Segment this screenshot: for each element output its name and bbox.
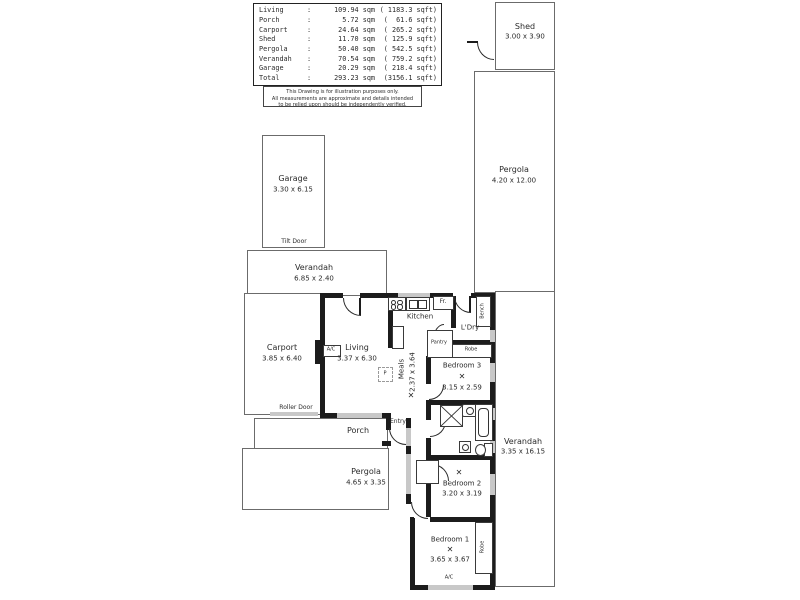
legend-row bbox=[254, 65, 441, 72]
legend-name: Carport bbox=[259, 25, 288, 34]
meals-dim-marker: ✕ bbox=[407, 391, 415, 400]
meals-dims: 2.37 x 3.64 bbox=[408, 352, 417, 392]
robe-bed3-label: Robe bbox=[464, 346, 478, 353]
bedroom3-dim-marker: ✕ bbox=[458, 372, 466, 381]
fridge-label: Fr. bbox=[439, 298, 447, 305]
kitchen-counter bbox=[392, 326, 404, 349]
wall-segment bbox=[382, 441, 391, 446]
verandah-top-dims: 6.85 x 2.40 bbox=[294, 274, 334, 283]
ldry-door-leaf bbox=[469, 296, 471, 312]
garage-label: Garage bbox=[278, 174, 308, 183]
legend-imperial: ( 542.5 sqft) bbox=[383, 44, 437, 53]
entry-label: Entry bbox=[390, 418, 406, 425]
legend-metric: 70.54 sqm bbox=[338, 54, 375, 63]
basin-bowl bbox=[466, 407, 474, 415]
legend-metric: 24.64 sqm bbox=[338, 25, 375, 34]
porch-label: Porch bbox=[346, 426, 370, 435]
shower bbox=[440, 405, 463, 427]
wall-segment bbox=[406, 446, 411, 454]
shed-dims: 3.00 x 3.90 bbox=[505, 32, 545, 41]
bedroom2-label: Bedroom 2 bbox=[442, 479, 482, 488]
verandah-top-room bbox=[247, 250, 387, 296]
bedroom3-label: Bedroom 3 bbox=[442, 361, 482, 370]
bathtub-inner bbox=[478, 408, 489, 437]
ac-unit bbox=[315, 340, 322, 364]
living-door-leaf bbox=[359, 298, 361, 315]
disclaimer-line: to be relied upon should be independently verified. bbox=[278, 102, 407, 108]
stove-burner bbox=[397, 304, 403, 310]
wc-cabinet-dial bbox=[462, 444, 469, 451]
carport-label: Carport bbox=[266, 343, 298, 352]
disclaimer-line: This Drawing is for illustration purposes only. bbox=[286, 89, 399, 95]
wall-segment bbox=[426, 356, 431, 384]
legend-name: Pergola bbox=[259, 44, 288, 53]
disclaimer-line: All measurements are approximate and details intended bbox=[271, 95, 414, 102]
legend-name: Shed bbox=[259, 35, 276, 44]
pergola-mid-label: Pergola bbox=[351, 467, 381, 476]
pergola-right-label: Pergola bbox=[499, 165, 529, 174]
ac-bottom-unit bbox=[437, 585, 463, 590]
bench-label: Bench bbox=[479, 303, 486, 319]
stove bbox=[388, 297, 406, 311]
window bbox=[490, 330, 495, 342]
roller-door-bar bbox=[270, 412, 318, 416]
ac-bottom-label: A/C bbox=[444, 574, 454, 581]
bedroom2-dims: 3.20 x 3.19 bbox=[442, 489, 482, 498]
roller-door-label: Roller Door bbox=[279, 404, 313, 411]
ldry-label: L'Dry bbox=[460, 323, 480, 332]
wall-segment bbox=[410, 517, 414, 522]
kitchen-sink bbox=[406, 297, 430, 311]
legend-row bbox=[254, 27, 441, 34]
living-label: Living bbox=[345, 343, 369, 352]
legend-imperial: ( 1183.3 sqft) bbox=[379, 6, 437, 15]
legend-metric: 109.94 sqm bbox=[334, 6, 375, 15]
legend-imperial: ( 759.2 sqft) bbox=[383, 54, 437, 63]
legend-imperial: ( 61.6 sqft) bbox=[383, 16, 437, 25]
legend-imperial: ( 218.4 sqft) bbox=[383, 64, 437, 73]
wall-segment bbox=[426, 405, 431, 420]
robe-bed1-label: Robe bbox=[479, 540, 486, 554]
window bbox=[406, 428, 411, 446]
sink-basin bbox=[409, 300, 418, 309]
legend-row bbox=[254, 46, 441, 53]
window bbox=[337, 413, 382, 418]
post-label: P bbox=[383, 370, 387, 377]
legend-row bbox=[254, 56, 441, 63]
legend-colon: : bbox=[307, 73, 312, 82]
wall-segment bbox=[473, 585, 495, 590]
wall-segment bbox=[320, 413, 337, 418]
shed-door-leaf bbox=[467, 41, 478, 43]
wc-cabinet bbox=[459, 441, 471, 453]
legend-colon: : bbox=[307, 44, 312, 53]
verandah-top-label: Verandah bbox=[294, 263, 334, 272]
legend-metric: 11.70 sqm bbox=[338, 35, 375, 44]
legend-name: Living bbox=[259, 6, 284, 15]
legend-metric: 5.72 sqm bbox=[342, 16, 375, 25]
legend-name: Porch bbox=[259, 16, 280, 25]
legend-metric: 293.23 sqm bbox=[334, 73, 375, 82]
legend-name: Total bbox=[259, 73, 280, 82]
ac-wall-label: A/C bbox=[326, 346, 336, 353]
window bbox=[490, 363, 495, 382]
sink-basin bbox=[418, 300, 427, 309]
legend-colon: : bbox=[307, 25, 312, 34]
hall-cupboard bbox=[416, 460, 439, 484]
legend-metric: 50.40 sqm bbox=[338, 44, 375, 53]
kitchen-label: Kitchen bbox=[406, 312, 434, 321]
meals-label: Meals bbox=[397, 358, 406, 380]
wall-segment bbox=[410, 518, 415, 590]
legend-imperial: (3156.1 sqft) bbox=[383, 73, 437, 82]
pergola-mid-dims: 4.65 x 3.35 bbox=[346, 478, 386, 487]
bedroom1-dims: 3.65 x 3.67 bbox=[430, 555, 470, 564]
legend-colon: : bbox=[307, 35, 312, 44]
verandah-right-dims: 3.35 x 16.15 bbox=[500, 447, 546, 456]
verandah-right-label: Verandah bbox=[503, 437, 543, 446]
garage-dims: 3.30 x 6.15 bbox=[273, 185, 313, 194]
bathtub bbox=[475, 404, 493, 441]
legend-imperial: ( 125.9 sqft) bbox=[383, 35, 437, 44]
legend-name: Verandah bbox=[259, 54, 292, 63]
pantry-label: Pantry bbox=[431, 339, 447, 346]
window bbox=[406, 454, 411, 494]
shed-label: Shed bbox=[514, 22, 536, 31]
pergola-right-dims: 4.20 x 12.00 bbox=[491, 176, 537, 185]
legend-imperial: ( 265.2 sqft) bbox=[383, 25, 437, 34]
carport-dims: 3.85 x 6.40 bbox=[262, 354, 302, 363]
bedroom1-dim-marker: ✕ bbox=[446, 545, 454, 554]
bedroom1-label: Bedroom 1 bbox=[430, 535, 470, 544]
wall-segment bbox=[426, 438, 431, 455]
stove-burner bbox=[391, 304, 397, 310]
wall-segment bbox=[406, 418, 411, 428]
disclaimer bbox=[263, 86, 422, 107]
legend-name: Garage bbox=[259, 64, 284, 73]
entry-door-arc bbox=[389, 428, 406, 445]
legend-colon: : bbox=[307, 54, 312, 63]
toilet-bowl bbox=[475, 444, 486, 456]
legend-row bbox=[254, 36, 441, 43]
bedroom2-dim-marker: ✕ bbox=[455, 468, 463, 477]
legend-metric: 20.29 sqm bbox=[338, 64, 375, 73]
legend-colon: : bbox=[307, 64, 312, 73]
wall-segment bbox=[410, 585, 428, 590]
bedroom3-dims: 3.15 x 2.59 bbox=[442, 383, 482, 392]
legend-colon: : bbox=[307, 16, 312, 25]
tilt-door-label: Tilt Door bbox=[281, 238, 307, 245]
legend-colon: : bbox=[307, 6, 312, 15]
area-legend bbox=[253, 3, 442, 86]
window bbox=[490, 474, 495, 495]
legend-row bbox=[254, 75, 441, 82]
living-dims: 3.37 x 6.30 bbox=[337, 354, 377, 363]
legend-row bbox=[254, 7, 441, 14]
legend-row bbox=[254, 17, 441, 24]
shed-door-arc bbox=[477, 42, 494, 60]
